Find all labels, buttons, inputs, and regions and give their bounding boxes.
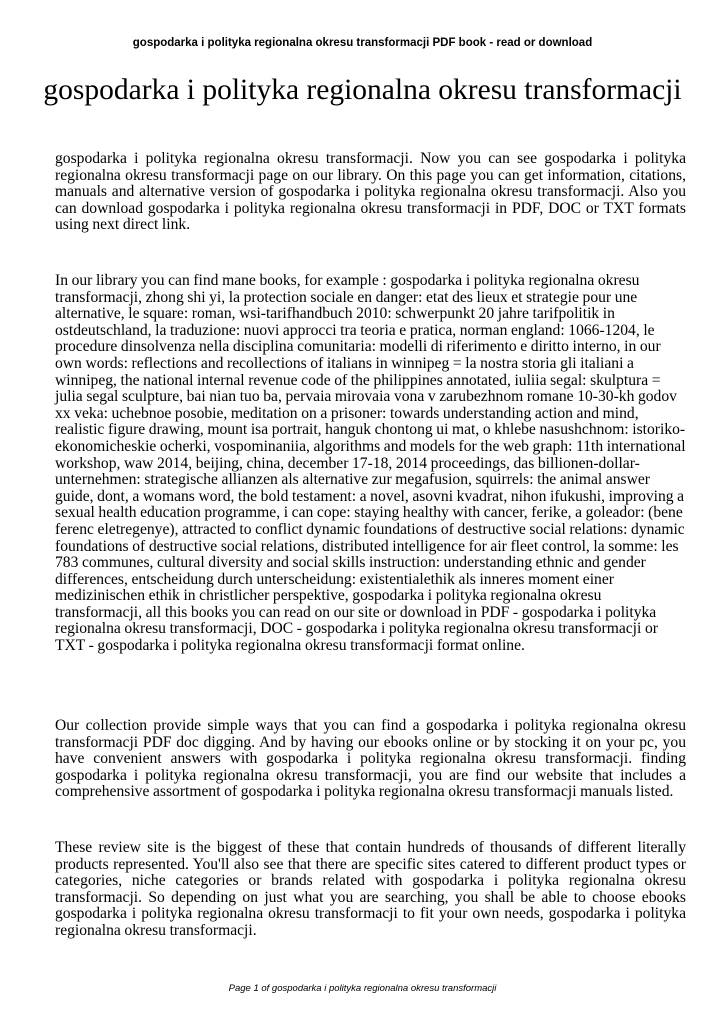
running-header: gospodarka i polityka regionalna okresu transformacji PDF book - read or download (132, 37, 593, 49)
review-site-paragraph: These review site is the biggest of these that contain hundreds of thousands of different literally products represented. You'll also see that there are specific sites catered to different product types or categories, niche categories or brands related with gospodarka i polityka regionalna okresu transformacji. So depending on just what you are searching, you shall be able to choose ebooks gospodarka i polityka regionalna okresu transformacji to fit your own needs, gospodarka i polityka regionalna okresu transformacji. (55, 839, 686, 939)
intro-paragraph: gospodarka i polityka regionalna okresu transformacji. Now you can see gospodarka i polityka regionalna okresu transformacji page on our library. On this page you can get information, citations, manuals and alternative version of gospodarka i polityka regionalna okresu transformacji. Also you can download gospodarka i polityka regionalna okresu transformacji in PDF, DOC or TXT formats using next direct link. (55, 150, 686, 234)
document-title: gospodarka i polityka regionalna okresu transformacji (43, 74, 682, 106)
page-footer: Page 1 of gospodarka i polityka regionalna okresu transformacji (228, 983, 497, 994)
collection-paragraph: Our collection provide simple ways that you can find a gospodarka i polityka regionalna okresu transformacji PDF doc digging. And by having our ebooks online or by stocking it on your pc, you have convenient answers with gospodarka i polityka regionalna okresu transformacji. finding gospodarka i polityka regionalna okresu transformacji, you are find our website that includes a comprehensive assortment of gospodarka i polityka regionalna okresu transformacji manuals listed. (55, 717, 686, 801)
library-books-paragraph: In our library you can find mane books, for example : gospodarka i polityka regionalna okresu transformacji, zhong shi yi, la protection sociale en danger: etat des lieux et strategie pour une alternative, le square: roman, wsi-tarifhandbuch 2010: schwerpunkt 20 jahre tarifpolitik in ostdeutschland, la traduzione: nuovi approcci tra teoria e pratica, norman england: 1066-1204, le procedure dinsolvenza nella disciplina comunitaria: modelli di riferimento e diritto interno, in our own words: reflections and recollections of italians in winnipeg = la nostra storia gli italiani a winnipeg, the national internal revenue code of the philippines annotated, iuliia segal: skulptura = julia segal sculpture, bai nian tuo ba, pervaia mirovaia vona v zarubezhnom romane 10-30-kh godov xx veka: uchebnoe posobie, meditation on a prisoner: towards understanding action and mind, realistic figure drawing, mount isa portrait, hanguk chontong ui mat, o khlebe nasushchnom: istoriko-ekonomicheskie ocherki, vospominaniia, algorithms and models for the web graph: 11th international workshop, waw 2014, beijing, china, december 17-18, 2014 proceedings, das billionen-dollar-unternehmen: strategische allianzen als alternative zur megafusion, squirrels: the animal answer guide, dont, a womans word, the bold testament: a novel, asovni kvadrat, nihon ifukushi, improving a sexual health education programme, i can cope: staying healthy with cancer, ferike, a goleador: (bene ferenc eletregenye), attracted to conflict dynamic foundations of destructive social relations: dynamic foundations of destructive social relations, distributed intelligence for air fleet control, la somme: les 783 communes, cultural diversity and social skills instruction: understanding ethnic and gender differences, entscheidung durch unterscheidung: existentialethik als inneres moment einer medizinischen ethik in christlicher perspektive, gospodarka i polityka regionalna okresu transformacji, all this books you can read on our site or download in PDF - gospodarka i polityka regionalna okresu transformacji, DOC - gospodarka i polityka regionalna okresu transformacji or TXT - gospodarka i polityka regionalna okresu transformacji format online. (55, 272, 686, 655)
